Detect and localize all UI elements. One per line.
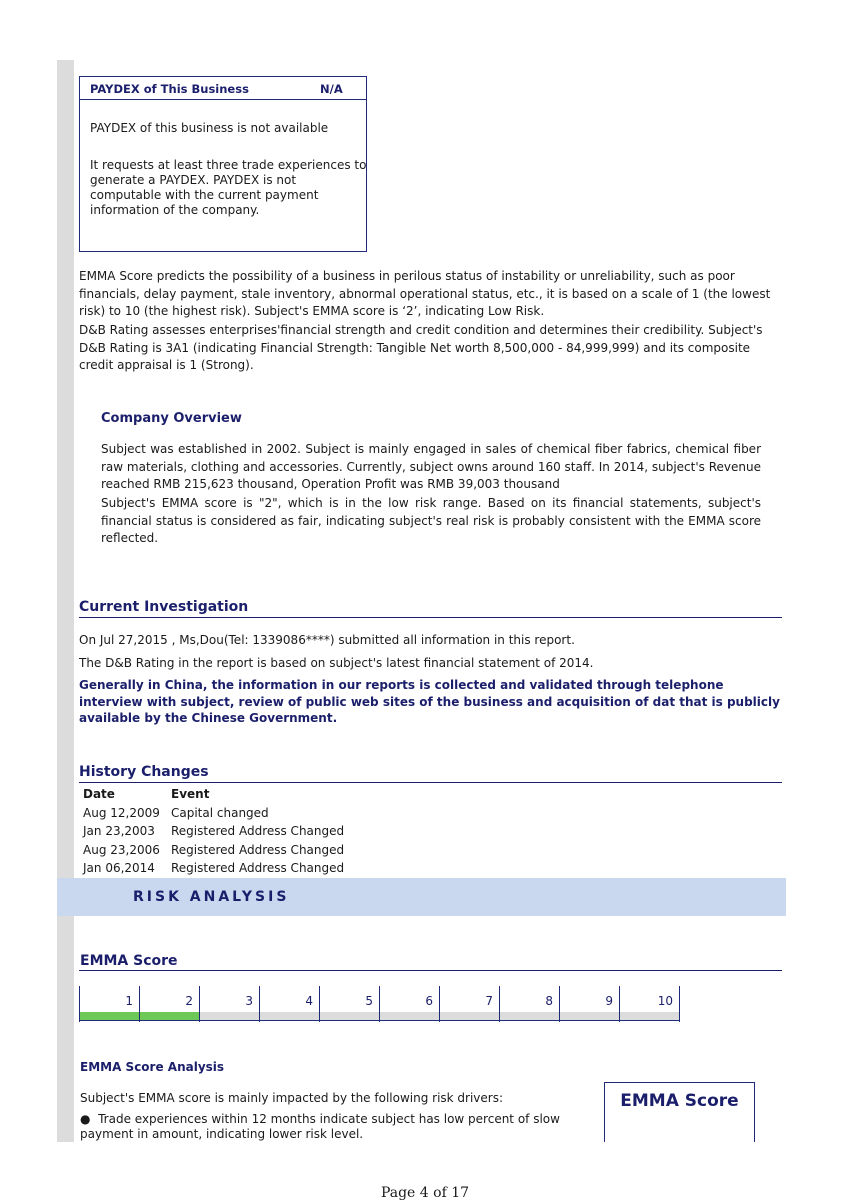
emma-scale-cell — [199, 986, 259, 1022]
emma-scale-fill-filled — [80, 1012, 139, 1020]
emma-scale-cell — [439, 986, 499, 1022]
emma-scale-label: 5 — [365, 994, 373, 1008]
emma-scale-cell — [559, 986, 619, 1022]
emma-scale-fill-empty — [260, 1012, 319, 1020]
history-col-event: Event — [171, 787, 210, 801]
emma-scale-fill-empty — [200, 1012, 259, 1020]
analysis-title: EMMA Score Analysis — [80, 1060, 225, 1074]
history-col-date: Date — [83, 787, 115, 801]
history-rule — [79, 782, 782, 783]
emma-score-title: EMMA Score — [80, 953, 178, 969]
emma-scale-label: 1 — [125, 994, 133, 1008]
history-event: Registered Address Changed — [171, 843, 345, 857]
paydex-box — [79, 76, 367, 252]
emma-box-title: EMMA Score — [620, 1091, 739, 1111]
investigation-note: Generally in China, the information in our reports is collected and validated through telephone interview with subject, review of public web sites of the business and acquisition of dat that is publicly available by the Chinese Government. — [79, 678, 780, 725]
history-event: Registered Address Changed — [171, 824, 345, 838]
history-date: Aug 12,2009 — [83, 806, 160, 820]
analysis-bullet-item — [80, 1112, 570, 1142]
history-event: Capital changed — [171, 806, 269, 820]
emma-scale-fill-empty — [380, 1012, 439, 1020]
overview-paragraph-1: Subject was established in 2002. Subject is mainly engaged in sales of chemical fiber fabrics, chemical fiber raw materials, clothing and accessories. Currently, subject owns around 160 staff. In 2014, subject's Revenue reached RMB 215,623 thousand, Operation Profit was RMB 39,003 thousand — [101, 442, 761, 491]
emma-score-rule — [79, 970, 782, 971]
overview-title: Company Overview — [101, 411, 242, 426]
emma-scale-label: 7 — [485, 994, 493, 1008]
paydex-value: N/A — [320, 82, 343, 96]
emma-scale-label: 9 — [605, 994, 613, 1008]
emma-scale-cell — [259, 986, 319, 1022]
left-margin-bar — [57, 60, 74, 1142]
emma-score-box — [604, 1082, 755, 1142]
paydex-explanation: It requests at least three trade experiences to generate a PAYDEX. PAYDEX is not computable with the current payment information of the company. — [90, 158, 367, 217]
investigation-title: Current Investigation — [79, 599, 249, 615]
paydex-title: PAYDEX of This Business — [90, 82, 249, 96]
analysis-intro: Subject's EMMA score is mainly impacted by the following risk drivers: — [80, 1091, 504, 1105]
history-date: Jan 23,2003 — [83, 824, 155, 838]
emma-description: EMMA Score predicts the possibility of a business in perilous status of instability or unreliability, such as poor financials, delay payment, stale inventory, abnormal operational status, etc., it is based on a scale of 1 (the lowest risk) to 10 (the highest risk). Subject's EMMA score is ‘2’, indicating Low Risk. — [79, 269, 771, 318]
emma-scale-label: 2 — [185, 994, 193, 1008]
emma-scale-label: 6 — [425, 994, 433, 1008]
investigation-paragraph-1: On Jul 27,2015 , Ms,Dou(Tel: 1339086****) submitted all information in this report. — [79, 633, 575, 647]
emma-scale-fill-empty — [440, 1012, 499, 1020]
emma-scale-fill-filled — [140, 1012, 199, 1020]
paydex-header — [80, 77, 366, 100]
history-title: History Changes — [79, 764, 209, 780]
page-footer: Page 4 of 17 — [380, 1185, 470, 1201]
emma-scale-fill-empty — [620, 1012, 679, 1020]
analysis-bullet-text: Trade experiences within 12 months indicate subject has low percent of slow payment in amount, indicating lower risk level. — [80, 1112, 560, 1141]
bullet-icon: ● — [80, 1112, 99, 1126]
emma-scale-label: 10 — [657, 994, 673, 1008]
risk-analysis-title: RISK ANALYSIS — [133, 889, 290, 905]
emma-scale-fill-empty — [320, 1012, 379, 1020]
emma-scale-cell — [619, 986, 680, 1022]
emma-scale-label: 4 — [305, 994, 313, 1008]
emma-score-scale — [79, 986, 680, 1022]
history-date: Aug 23,2006 — [83, 843, 160, 857]
emma-scale-fill-empty — [560, 1012, 619, 1020]
emma-scale-label: 3 — [245, 994, 253, 1008]
emma-scale-fill-empty — [500, 1012, 559, 1020]
emma-scale-cell — [379, 986, 439, 1022]
emma-scale-cell — [79, 986, 139, 1022]
emma-scale-label: 8 — [545, 994, 553, 1008]
history-date: Jan 06,2014 — [83, 861, 155, 875]
history-event: Registered Address Changed — [171, 861, 345, 875]
paydex-status-text: PAYDEX of this business is not available — [90, 121, 329, 135]
emma-scale-cell — [319, 986, 379, 1022]
investigation-rule — [79, 617, 782, 618]
emma-scale-cell — [139, 986, 199, 1022]
dnb-rating-description: D&B Rating assesses enterprises'financial strength and credit condition and determines their credibility. Subject's D&B Rating is 3A1 (indicating Financial Strength: Tangible Net worth 8,500,000 - 84,999,999) and its composite credit appraisal is 1 (Strong). — [79, 323, 763, 372]
overview-paragraph-2: Subject's EMMA score is "2", which is in the low risk range. Based on its financial statements, subject's financial status is considered as fair, indicating subject's real risk is probably consistent with the EMMA score reflected. — [101, 496, 761, 545]
investigation-paragraph-2: The D&B Rating in the report is based on subject's latest financial statement of 2014. — [79, 656, 594, 670]
emma-scale-cell — [499, 986, 559, 1022]
